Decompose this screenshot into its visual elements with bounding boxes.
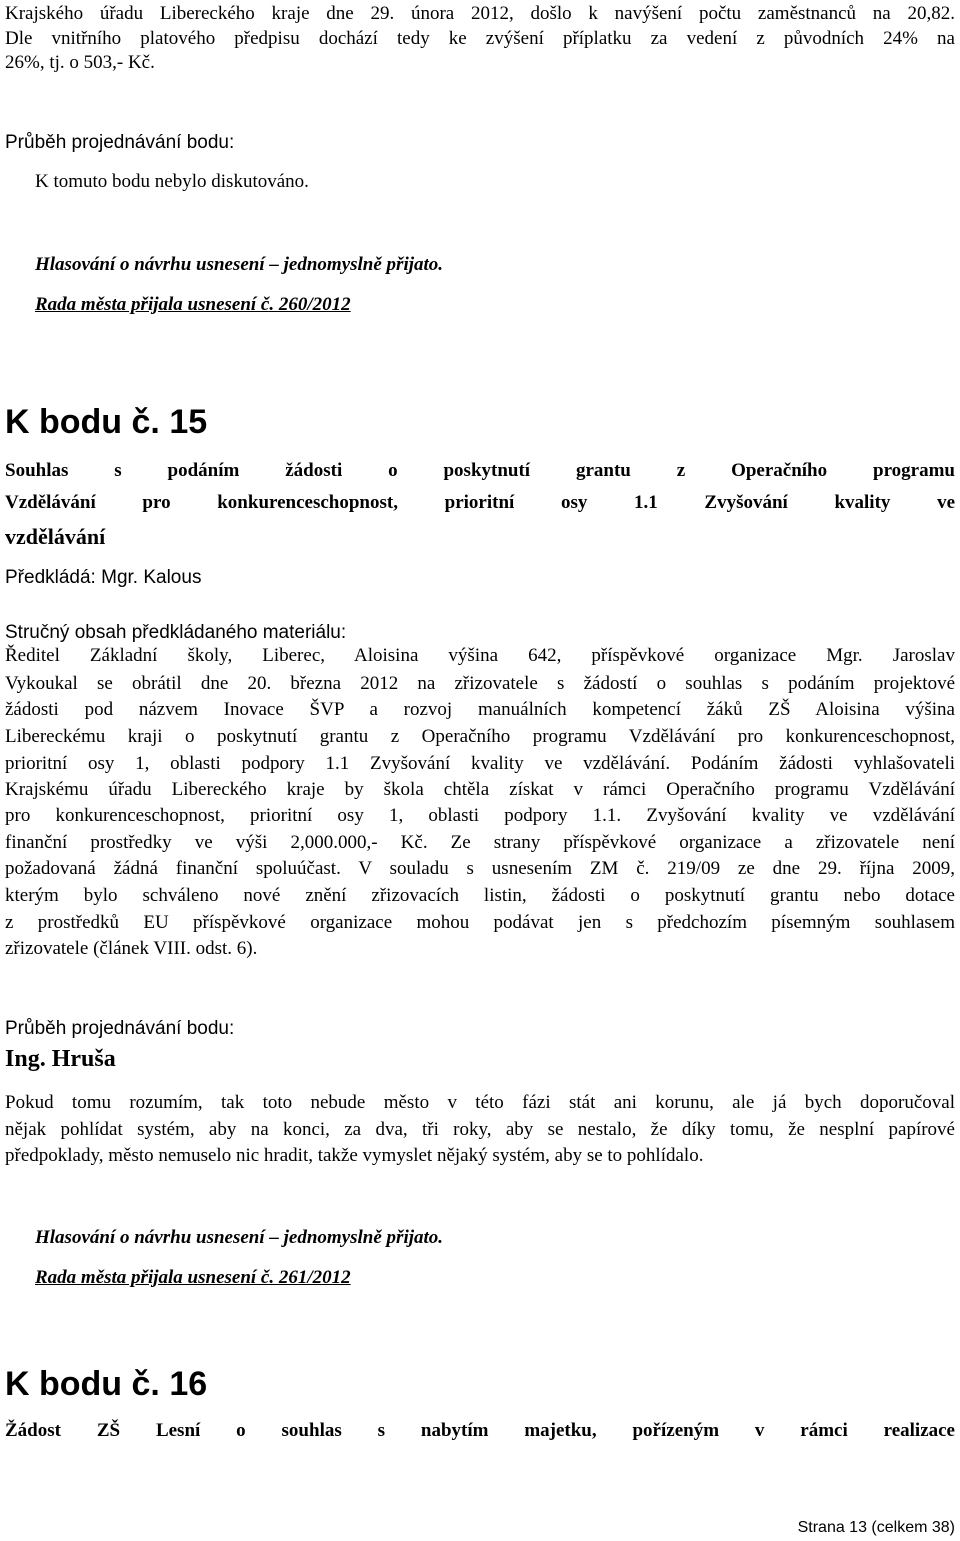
body-line: Vykoukal se obrátil dne 20. března 2012 na zřizovatele s žádostí o souhlas s podáním projektové	[5, 673, 955, 694]
speaker-name: Ing. Hruša	[5, 1046, 116, 1072]
item-subject-line: vzdělávání	[5, 524, 106, 549]
presenter: Předkládá: Mgr. Kalous	[5, 567, 202, 588]
summary-label: Stručný obsah předkládaného materiálu:	[5, 622, 347, 643]
page-number: Strana 13 (celkem 38)	[797, 1519, 955, 1536]
item-subject-line: Žádost ZŠ Lesní o souhlas s nabytím majetku, pořízeným v rámci realizace	[5, 1420, 955, 1441]
item-heading: K bodu č. 16	[5, 1365, 208, 1403]
discussion-label: Průběh projednávání bodu:	[5, 132, 235, 153]
discussion-text: K tomuto bodu nebylo diskutováno.	[35, 171, 309, 192]
vote-result: Hlasování o návrhu usnesení – jednomyslně přijato.	[35, 1227, 444, 1248]
body-line: požadovaná žádná finanční spoluúčast. V souladu s usnesením ZM č. 219/09 ze dne 29. října 2009,	[5, 858, 955, 879]
item-heading: K bodu č. 15	[5, 403, 208, 441]
body-line: z prostředků EU příspěvkové organizace mohou podávat jen s předchozím písemným souhlasem	[5, 912, 955, 933]
body-line: kterým bylo schváleno nové znění zřizovacích listin, žádosti o poskytnutí grantu nebo dotace	[5, 885, 955, 906]
intro-line: Krajského úřadu Libereckého kraje dne 29. února 2012, došlo k navýšení počtu zaměstnanců na 20,82.	[5, 3, 955, 24]
body-line: Libereckému kraji o poskytnutí grantu z Operačního programu Vzdělávání pro konkurenceschopnost,	[5, 726, 955, 747]
vote-result: Hlasování o návrhu usnesení – jednomyslně přijato.	[35, 254, 444, 275]
intro-line: Dle vnitřního platového předpisu dochází tedy ke zvýšení příplatku za vedení z původních 24% na	[5, 28, 955, 49]
speech-line: nějak pohlídat systém, aby na konci, za dva, tři roky, aby se nestalo, že díky tomu, že nesplní papírové	[5, 1119, 955, 1140]
speech-line: Pokud tomu rozumím, tak toto nebude město v této fázi stát ani korunu, ale já bych doporučoval	[5, 1092, 955, 1113]
body-line: zřizovatele (článek VIII. odst. 6).	[5, 938, 258, 959]
resolution-number: Rada města přijala usnesení č. 261/2012	[35, 1267, 351, 1288]
intro-line: 26%, tj. o 503,- Kč.	[5, 52, 155, 73]
body-line: prioritní osy 1, oblasti podpory 1.1 Zvyšování kvality ve vzdělávání. Podáním žádosti vyhlašovateli	[5, 753, 955, 774]
item-subject-line: Souhlas s podáním žádosti o poskytnutí grantu z Operačního programu	[5, 460, 955, 481]
body-line: finanční prostředky ve výši 2,000.000,- Kč. Ze strany příspěvkové organizace a zřizovatele není	[5, 832, 955, 853]
discussion-label: Průběh projednávání bodu:	[5, 1018, 235, 1039]
body-line: Krajskému úřadu Libereckého kraje by škola chtěla získat v rámci Operačního programu Vzdělávání	[5, 779, 955, 800]
body-line: Ředitel Základní školy, Liberec, Aloisina výšina 642, příspěvkové organizace Mgr. Jaroslav	[5, 645, 955, 666]
body-line: žádosti pod názvem Inovace ŠVP a rozvoj manuálních kompetencí žáků ZŠ Aloisina výšina	[5, 699, 955, 720]
speech-line: předpoklady, město nemuselo nic hradit, takže vymyslet nějaký systém, aby se to pohlídalo.	[5, 1145, 704, 1166]
item-subject-line: Vzdělávání pro konkurenceschopnost, prioritní osy 1.1 Zvyšování kvality ve	[5, 492, 955, 513]
body-line: pro konkurenceschopnost, prioritní osy 1, oblasti podpory 1.1. Zvyšování kvality ve vzdělávání	[5, 805, 955, 826]
resolution-number: Rada města přijala usnesení č. 260/2012	[35, 294, 351, 315]
